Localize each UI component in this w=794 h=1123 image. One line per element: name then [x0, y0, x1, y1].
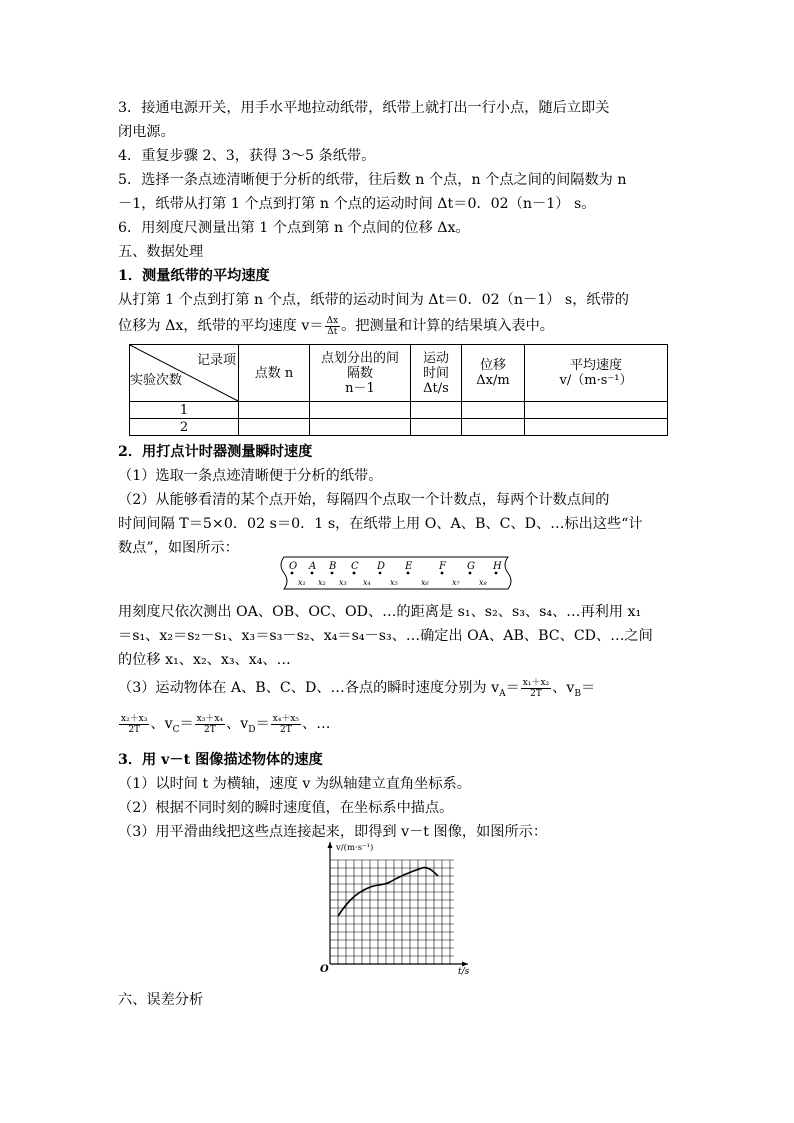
instant-step-2-line-3: 数点”，如图所示： — [118, 540, 239, 556]
frac-num: x₄＋x₅ — [272, 713, 300, 724]
tape-point-label: H — [493, 561, 502, 572]
header-time-l2: Δt/s — [423, 380, 449, 396]
tape-point-label: O — [289, 561, 298, 572]
x-axis-arrow — [462, 962, 468, 967]
frac-num: x₂＋x₃ — [121, 713, 148, 724]
section-6-title: 六、误差分析 — [118, 992, 204, 1008]
sub-A: A — [499, 688, 506, 699]
graph-origin: O — [320, 964, 329, 975]
row-label: 1 — [130, 402, 239, 419]
record-table — [129, 344, 668, 436]
tape-gap-label: x₇ — [452, 578, 460, 587]
step-6: 6．用刻度尺测量出第 1 个点到第 n 个点间的位移 Δx。 — [118, 220, 470, 236]
instant-formula-line-1: （3）运动物体在 A、B、C、D、…各点的瞬时速度分别为 $v_A=$ $\frac{\text{x₁＋x₂}}{2T}$ 、$v_B=$ — [118, 677, 596, 699]
tape-gap-label: x₈ — [479, 578, 487, 587]
tape-dot — [353, 572, 356, 575]
avg-velocity-text-pre: 位移为 Δx，纸带的平均速度 v＝ — [118, 318, 324, 334]
fraction-vD — [271, 714, 301, 735]
tape-dot — [469, 572, 472, 575]
fraction-vA — [521, 678, 551, 699]
graph-x-label: t/s — [458, 967, 470, 976]
vt-step-1: （1）以时间 t 为横轴，速度 v 为纵轴建立直角坐标系。 — [118, 776, 471, 792]
table-row — [130, 419, 668, 436]
measure-line-3: 的位移 x₁、x₂、x₃、x₄、… — [118, 652, 291, 668]
instant-step-2-line-2: 时间间隔 T＝5×0．02 s＝0．1 s，在纸带上用 O、A、B、C、D、…标出这些“计 — [118, 516, 643, 532]
frac-den: 2T — [530, 688, 542, 699]
frac-den: 2T — [279, 724, 292, 735]
step-5-line-2: －1，纸带从打第 1 个点到打第 n 个点的运动时间 Δt＝0．02（n－1） s。 — [118, 196, 596, 212]
header-disp-l1: 位移 — [479, 358, 506, 373]
frac-den: 2T — [203, 724, 216, 735]
step-4: 4．重复步骤 2、3，获得 3～5 条纸带。 — [118, 148, 376, 164]
paper-tape-diagram — [280, 555, 512, 591]
header-time-l1: 运动时间 — [422, 350, 449, 381]
tape-dot — [311, 572, 314, 575]
tape-point-label: C — [351, 561, 359, 572]
y-axis-arrow — [328, 842, 333, 848]
header-avgv-l2: v/（m·s⁻¹） — [559, 373, 633, 388]
instant-formula-line-2: $\frac{\text{x₂＋x₃}}{2T}$ 、$v_C=$ $\frac{\text{x₃＋x₄}}{2T}$ 、$v_D=$ $\frac{\text{x₄＋x₅}}{2T}$ 、… — [121, 713, 331, 735]
diag-top-label: 记录项 — [196, 353, 236, 368]
frac-num: x₃＋x₄ — [196, 713, 224, 724]
header-intervals-l2: n－1 — [345, 380, 375, 396]
instant-formula-pre: （3）运动物体在 A、B、C、D、…各点的瞬时速度分别为 v — [118, 680, 500, 696]
frac-num: Δx — [326, 315, 339, 326]
header-intervals-l1: 点划分出的间隔数 — [320, 350, 399, 381]
step-3-line-1: 3．接通电源开关，用手水平地拉动纸带，纸带上就打出一行小点，随后立即关 — [118, 100, 610, 116]
diag-bottom-label: 实验次数 — [130, 373, 183, 388]
tape-gap-label: x₂ — [318, 578, 326, 587]
tape-gap-label: x₃ — [339, 578, 347, 587]
header-time — [411, 345, 462, 402]
tape-dot — [291, 572, 294, 575]
graph-y-label: v/(m·s⁻¹) — [336, 843, 374, 853]
instant-step-2-line-1: （2）从能够看清的某个点开始，每隔四个点取一个计数点，每两个计数点间的 — [118, 492, 610, 508]
header-disp-l2: Δx/m — [476, 373, 510, 388]
tape-dot — [407, 572, 410, 575]
tape-gap-label: x₁ — [298, 578, 306, 587]
tape-dot — [331, 572, 334, 575]
fraction-vC — [195, 714, 225, 735]
header-points: 点数 n — [239, 345, 310, 402]
header-avgv-l1: 平均速度 — [569, 358, 622, 373]
sub-C: C — [172, 724, 180, 735]
tape-point-label: F — [439, 561, 446, 572]
tape-point-label: G — [467, 561, 475, 572]
frac-num: x₁＋x₂ — [522, 677, 550, 688]
measure-line-2: ＝s₁、x₂＝s₂－s₁、x₃＝s₃－s₂、x₄＝s₄－s₃、…确定出 OA、AB、BC、CD、…之间 — [118, 628, 653, 644]
fraction-vB — [119, 714, 149, 735]
vt-graph — [318, 836, 478, 976]
sub-D: D — [248, 724, 256, 735]
avg-velocity-line-1: 从打第 1 个点到打第 n 个点，纸带的运动时间为 Δt＝0．02（n－1） s，纸带的 — [118, 292, 629, 308]
frac-den: Δt — [327, 326, 338, 337]
tape-point-label: B — [329, 561, 337, 572]
instant-step-1: （1）选取一条点迹清晰便于分析的纸带。 — [118, 468, 383, 484]
avg-velocity-fraction — [325, 316, 341, 337]
heading-average-velocity: 1．测量纸带的平均速度 — [118, 268, 270, 284]
sub-B: B — [574, 688, 581, 699]
heading-instant-velocity: 2．用打点计时器测量瞬时速度 — [118, 444, 313, 460]
avg-velocity-line-2 — [118, 314, 554, 338]
frac-den: 2T — [128, 724, 141, 735]
tape-point-label: E — [405, 561, 413, 572]
tape-point-label: A — [309, 561, 317, 572]
tape-dot — [495, 572, 498, 575]
diagonal-header-cell — [130, 345, 239, 402]
row-label: 2 — [130, 419, 239, 436]
table-row — [130, 402, 668, 419]
vt-step-2: （2）根据不同时刻的瞬时速度值，在坐标系中描点。 — [118, 800, 454, 816]
tape-dot — [379, 572, 382, 575]
header-intervals — [310, 345, 411, 402]
header-displacement — [462, 345, 525, 402]
tape-gap-label: x₄ — [363, 578, 371, 587]
heading-vt-graph: 3．用 v－t 图像描述物体的速度 — [118, 752, 323, 768]
avg-velocity-text-post: 。把测量和计算的结果填入表中。 — [341, 318, 554, 334]
header-avg-velocity — [525, 345, 668, 402]
tape-point-label: D — [377, 561, 386, 572]
vt-step-3: （3）用平滑曲线把这些点连接起来，即得到 v－t 图像，如图所示： — [118, 824, 548, 840]
tape-dot — [441, 572, 444, 575]
step-3-line-2: 闭电源。 — [118, 124, 175, 140]
section-5-title: 五、数据处理 — [118, 244, 204, 260]
measure-line-1: 用刻度尺依次测出 OA、OB、OC、OD、…的距离是 s₁、s₂、s₃、s₄、…再利用 x₁ — [118, 604, 642, 620]
step-5-line-1: 5．选择一条点迹清晰便于分析的纸带，往后数 n 个点，n 个点之间的间隔数为 n — [118, 172, 627, 188]
tape-gap-label: x₆ — [421, 578, 429, 587]
tape-gap-label: x₅ — [390, 578, 398, 587]
